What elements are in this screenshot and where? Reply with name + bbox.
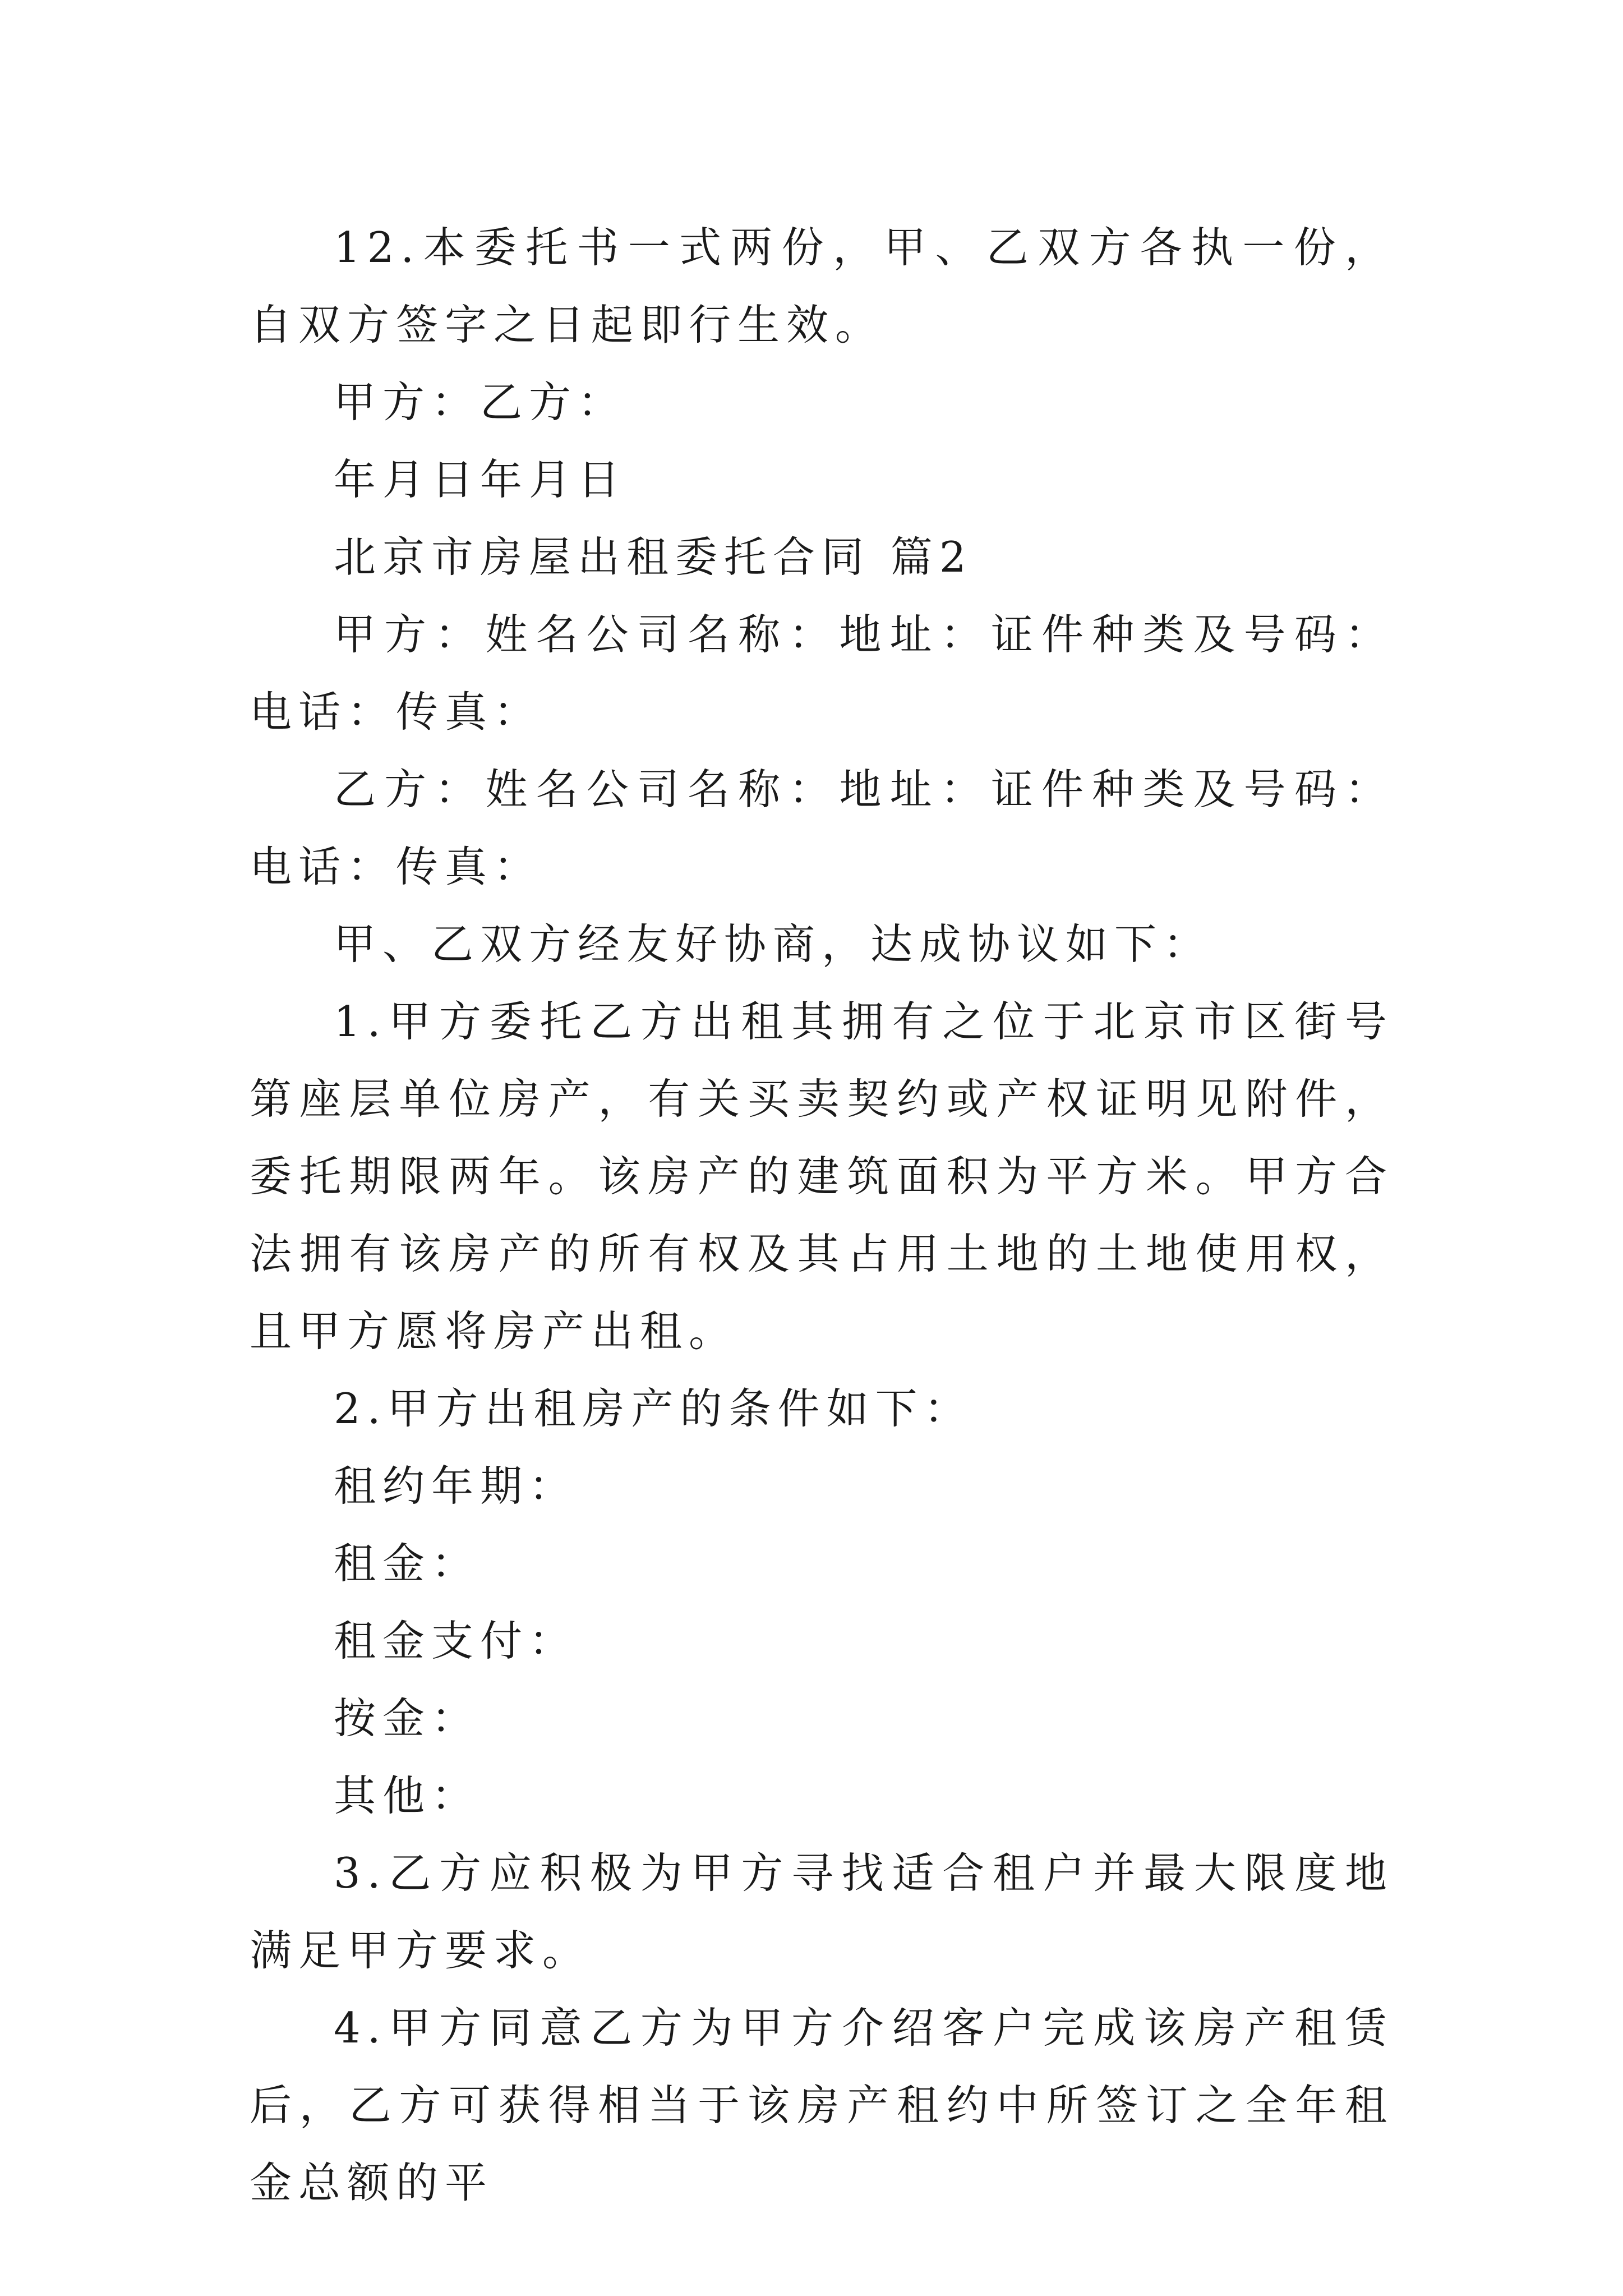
section-title: 北京市房屋出租委托合同 篇2 [334, 532, 973, 582]
field-rent: 租金： [334, 1539, 481, 1588]
paragraph-signatures: 甲方：乙方： [334, 378, 627, 427]
field-other: 其他： [334, 1771, 481, 1820]
paragraph-agreement-intro: 甲、乙双方经友好协商，达成协议如下： [334, 919, 1212, 969]
paragraph-clause-4: 4.甲方同意乙方为甲方介绍客户完成该房产租赁后，乙方可获得相当于该房产租约中所签订之全年租金总额的平 [250, 2003, 1394, 2207]
paragraph-party-a: 甲方：姓名公司名称：地址：证件种类及号码：电话：传真： [250, 610, 1394, 737]
paragraph-clause-3: 3.乙方应积极为甲方寻找适合租户并最大限度地满足甲方要求。 [250, 1848, 1394, 1975]
paragraph-clause-2: 2.甲方出租房产的条件如下： [334, 1384, 973, 1433]
field-deposit: 按金： [334, 1694, 481, 1743]
paragraph-effectiveness: 12.本委托书一式两份，甲、乙双方各执一份，自双方签字之日起即行生效。 [250, 223, 1394, 349]
field-lease-term: 租约年期： [334, 1461, 578, 1511]
document-body [250, 209, 1394, 2221]
paragraph-party-b: 乙方：姓名公司名称：地址：证件种类及号码：电话：传真： [250, 765, 1394, 891]
paragraph-dates: 年月日年月日 [334, 455, 627, 504]
paragraph-clause-1: 1.甲方委托乙方出租其拥有之位于北京市区街号第座层单位房产，有关买卖契约或产权证明见附件，委托期限两年。该房产的建筑面积为平方米。甲方合法拥有该房产的所有权及其占用土地的土地使用权，且甲方愿将房产出租。 [250, 997, 1394, 1356]
field-rent-payment: 租金支付： [334, 1616, 578, 1665]
